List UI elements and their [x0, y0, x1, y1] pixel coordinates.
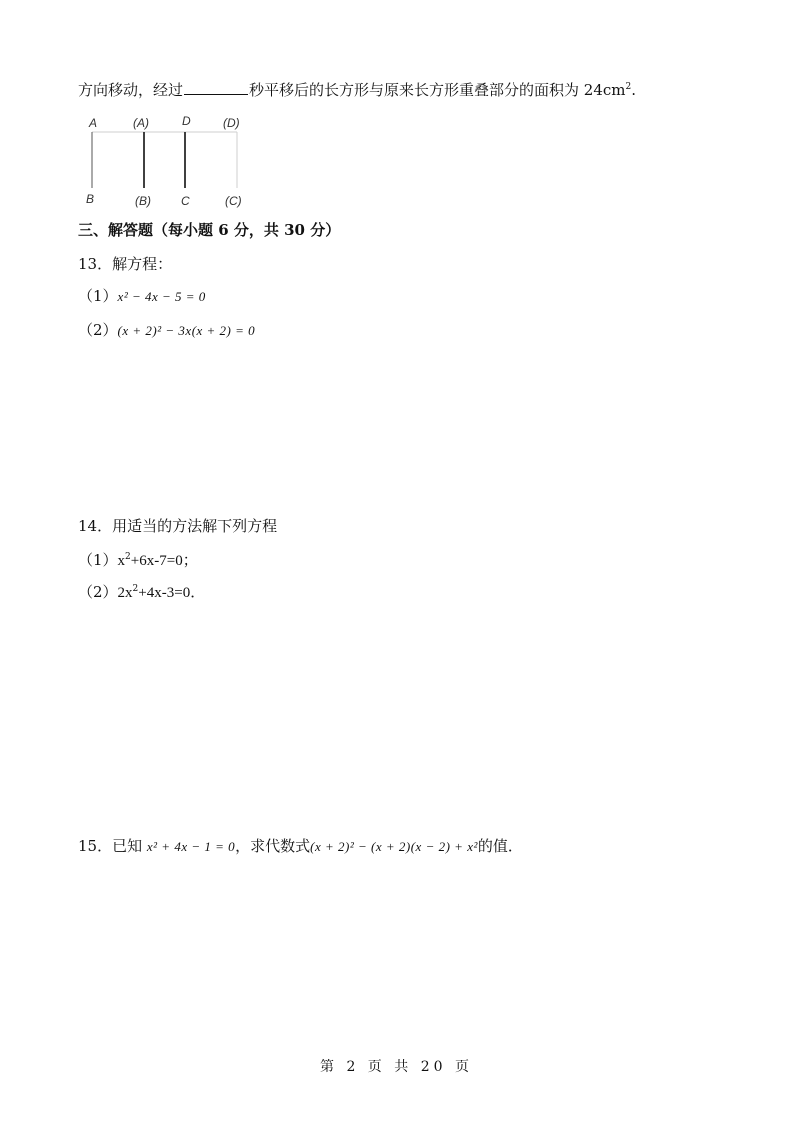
label-B: B: [86, 192, 95, 206]
label-A-shifted: (A): [133, 116, 149, 130]
q13-part1-label: （1）: [78, 287, 118, 305]
q14-part1-rest: +6x-7=0；: [130, 553, 198, 569]
q13-part2-label: （2）: [78, 321, 118, 339]
unit-exponent: 2: [625, 82, 632, 92]
q14-part2: [78, 582, 205, 603]
q14-part1-base: x: [117, 553, 126, 569]
q13-part1-equation: x² − 4x − 5 = 0: [117, 289, 206, 304]
q15-given-equation: x² + 4x − 1 = 0: [146, 839, 236, 854]
q14-stem: 14．用适当的方法解下列方程: [78, 517, 278, 535]
q14-part2-base: 2x: [117, 585, 133, 601]
answer-blank: [184, 80, 248, 95]
q12-text-before: 方向移动，经过: [78, 81, 184, 99]
q14-part2-label: （2）: [78, 583, 118, 601]
q13-part2: [78, 320, 255, 341]
label-A: A: [89, 116, 98, 130]
section-heading: 三、解答题（每小题 6 分，共 30 分）: [78, 221, 341, 239]
label-B-shifted: (B): [135, 194, 151, 208]
q13-part2-equation: (x + 2)² − 3x(x + 2) = 0: [117, 323, 256, 338]
label-D-shifted: (D): [223, 116, 240, 130]
q14-part1-label: （1）: [78, 551, 118, 569]
page-footer: 第 2 页 共 20 页: [320, 1059, 473, 1075]
q14-part2-exponent: 2: [132, 584, 139, 594]
label-C-shifted: (C): [225, 194, 242, 208]
q12-end: .: [631, 81, 637, 99]
q14-part1-exponent: 2: [125, 552, 131, 562]
q14-part2-rest: +4x-3=0．: [138, 585, 206, 601]
q15: [78, 836, 523, 857]
q12-continuation: [78, 80, 636, 100]
q15-suffix: 的值．: [477, 837, 523, 855]
q13-stem: 13．解方程：: [78, 255, 173, 273]
label-C: C: [181, 194, 190, 208]
q15-prefix: 15．已知: [78, 837, 143, 855]
rectangle-translation-figure: [80, 112, 250, 208]
label-D: D: [182, 114, 191, 128]
q13-part1: [78, 286, 206, 307]
q14-part1: [78, 550, 198, 571]
q15-mid: ，求代数式: [235, 837, 311, 855]
q15-expression: (x + 2)² − (x + 2)(x − 2) + x²: [310, 839, 478, 854]
q12-text-after: 秒平移后的长方形与原来长方形重叠部分的面积为 24cm: [249, 81, 626, 99]
